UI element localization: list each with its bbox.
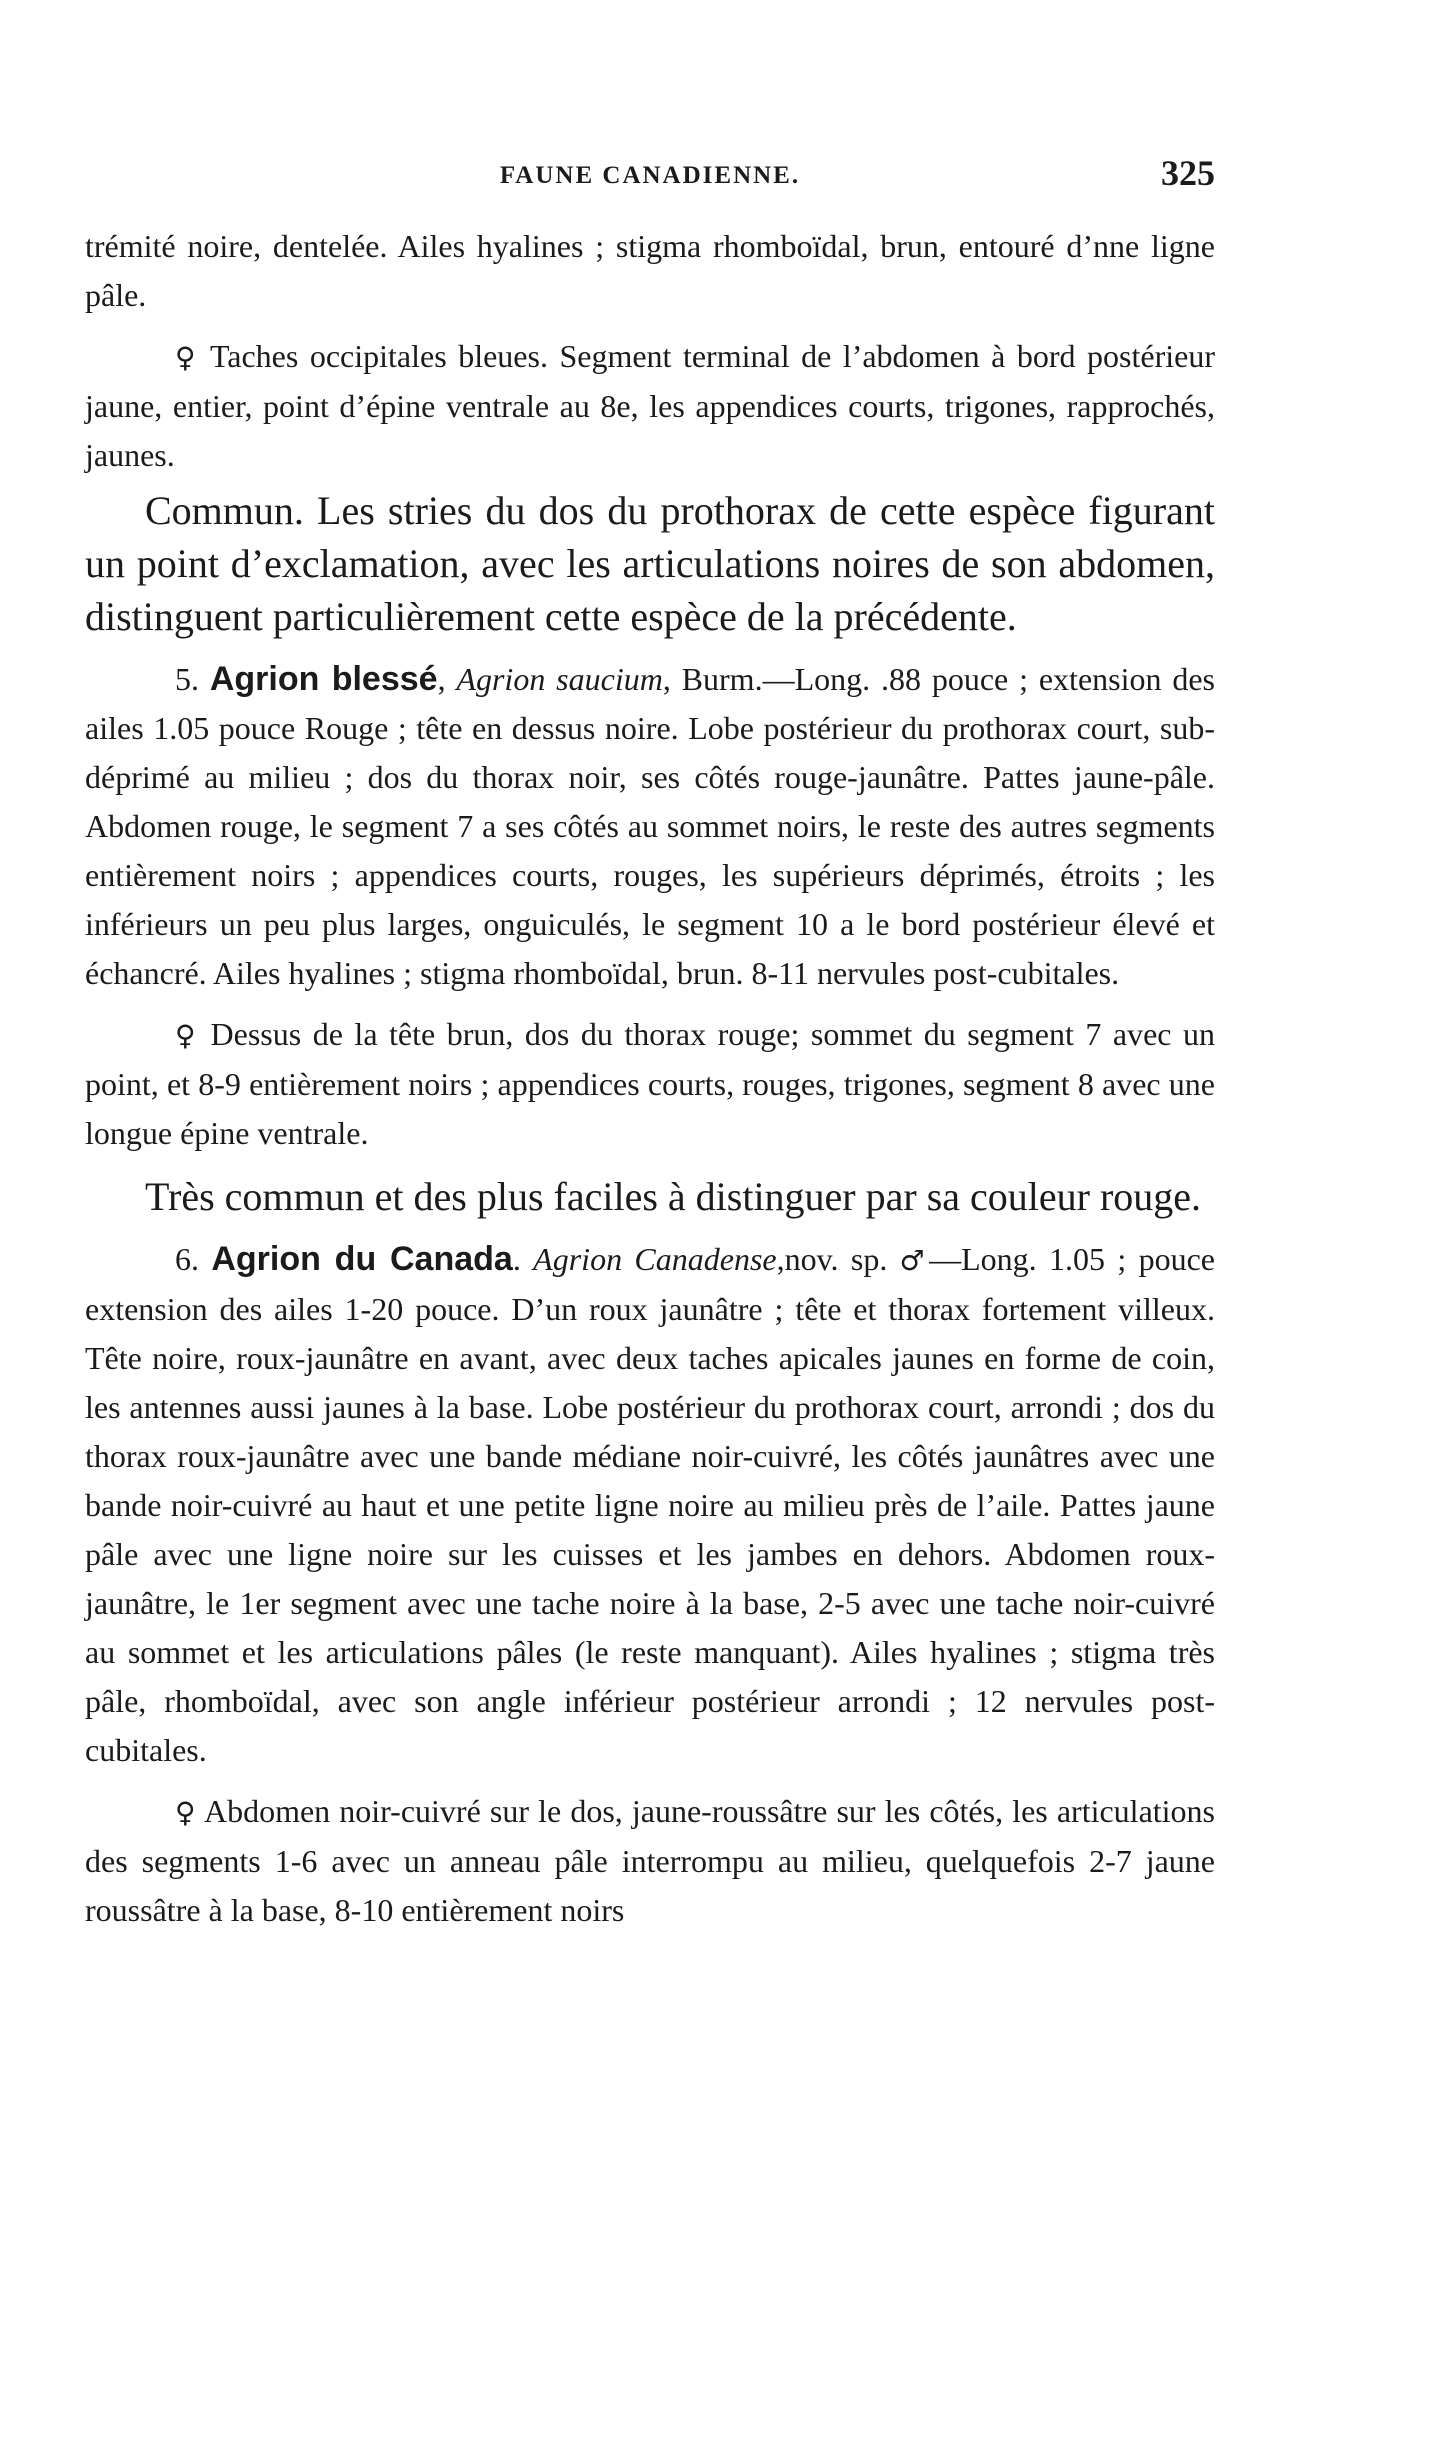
paragraph-female-note xyxy=(85,1010,1215,1158)
paragraph-text: Taches occipitales bleues. Segment terminal de l’abdomen à bord postérieur jaune, entier, point d’épine ventrale au 8e, les appendices courts, trigones, rapprochés, jaunes. xyxy=(85,338,1216,473)
paragraph-female-note xyxy=(85,332,1215,480)
paragraph-text: Abdomen noir-cuivré sur le dos, jaune-roussâtre sur les côtés, les articulations des segments 1-6 avec un anneau pâle interrompu au milieu, quelquefois 2-7 jaune roussâtre à la base, 8-10 entièrement noirs xyxy=(85,1793,1216,1928)
species-entry-6 xyxy=(85,1235,1215,1775)
female-symbol: ♀ xyxy=(175,1019,200,1052)
paragraph-female-note xyxy=(85,1787,1215,1935)
paragraph-remark: Très commun et des plus faciles à distinguer par sa couleur rouge. xyxy=(145,1174,1202,1219)
latin-name: Agrion Canadense xyxy=(533,1241,777,1277)
running-title: FAUNE CANADIENNE. xyxy=(499,162,801,189)
separator: , xyxy=(437,661,457,697)
separator: . xyxy=(512,1241,534,1277)
female-symbol: ♀ xyxy=(175,1796,197,1829)
species-name: Agrion du Canada xyxy=(211,1240,513,1278)
species-number: 5. xyxy=(175,661,210,697)
paragraph-remark: Commun. Les stries du dos du prothorax de cette espèce figurant un point d’exclamation, avec les articulations noires de son abdomen, distinguent particulièrement cette espèce de la précédente. xyxy=(85,488,1215,639)
running-head xyxy=(85,150,1215,210)
species-description: , Burm.—Long. .88 pouce ; extension des ailes 1.05 pouce Rouge ; tête en dessus noire. Lobe postérieur du prothorax court, sub-déprimé au milieu ; dos du thorax noir, ses côtés rouge-jaunâtre. Pattes jaune-pâle. Abdomen rouge, le segment 7 a ses côtés au sommet noirs, le reste des autres segments entièrement noirs ; appendices courts, rouges, les supérieurs déprimés, étroits ; les inférieurs un peu plus larges, onguiculés, le segment 10 a le bord postérieur élevé et échancré. Ailes hyalines ; stigma rhomboïdal, brun. 8-11 nervules post-cubitales. xyxy=(85,661,1216,991)
book-page xyxy=(85,150,1215,1935)
latin-name: Agrion saucium xyxy=(456,661,663,697)
male-symbol: ♂ xyxy=(899,1244,930,1277)
species-authority: ,nov. sp. xyxy=(776,1241,900,1277)
paragraph-text: Dessus de la tête brun, dos du thorax rouge; sommet du segment 7 avec un point, et 8-9 entièrement noirs ; appendices courts, rouges, trigones, segment 8 avec une longue épine ventrale. xyxy=(85,1016,1216,1151)
paragraph-continuation: trémité noire, dentelée. Ailes hyalines ; stigma rhomboïdal, brun, entouré d’nne ligne pâle. xyxy=(85,228,1215,313)
species-number: 6. xyxy=(175,1241,212,1277)
species-description: —Long. 1.05 ; pouce extension des ailes 1-20 pouce. D’un roux jaunâtre ; tête et thorax fortement villeux. Tête noire, roux-jaunâtre en avant, avec deux taches apicales jaunes en forme de coin, les antennes aussi jaunes à la base. Lobe postérieur du prothorax court, arrondi ; dos du thorax roux-jaunâtre avec une bande médiane noir-cuivré, les côtés jaunâtres avec une bande noir-cuivré au haut et une petite ligne noire au milieu près de l’aile. Pattes jaune pâle avec une ligne noire sur les cuisses et les jambes en dehors. Abdomen roux-jaunâtre, le 1er segment avec une tache noire à la base, 2-5 avec une tache noir-cuivré au sommet et les articulations pâles (le reste manquant). Ailes hyalines ; stigma très pâle, rhomboïdal, avec son angle inférieur postérieur arrondi ; 12 nervules post-cubitales. xyxy=(85,1241,1215,1768)
species-entry-5 xyxy=(85,655,1215,998)
species-name: Agrion blessé xyxy=(209,660,438,698)
page-number: 325 xyxy=(1161,153,1215,193)
female-symbol: ♀ xyxy=(175,341,200,374)
